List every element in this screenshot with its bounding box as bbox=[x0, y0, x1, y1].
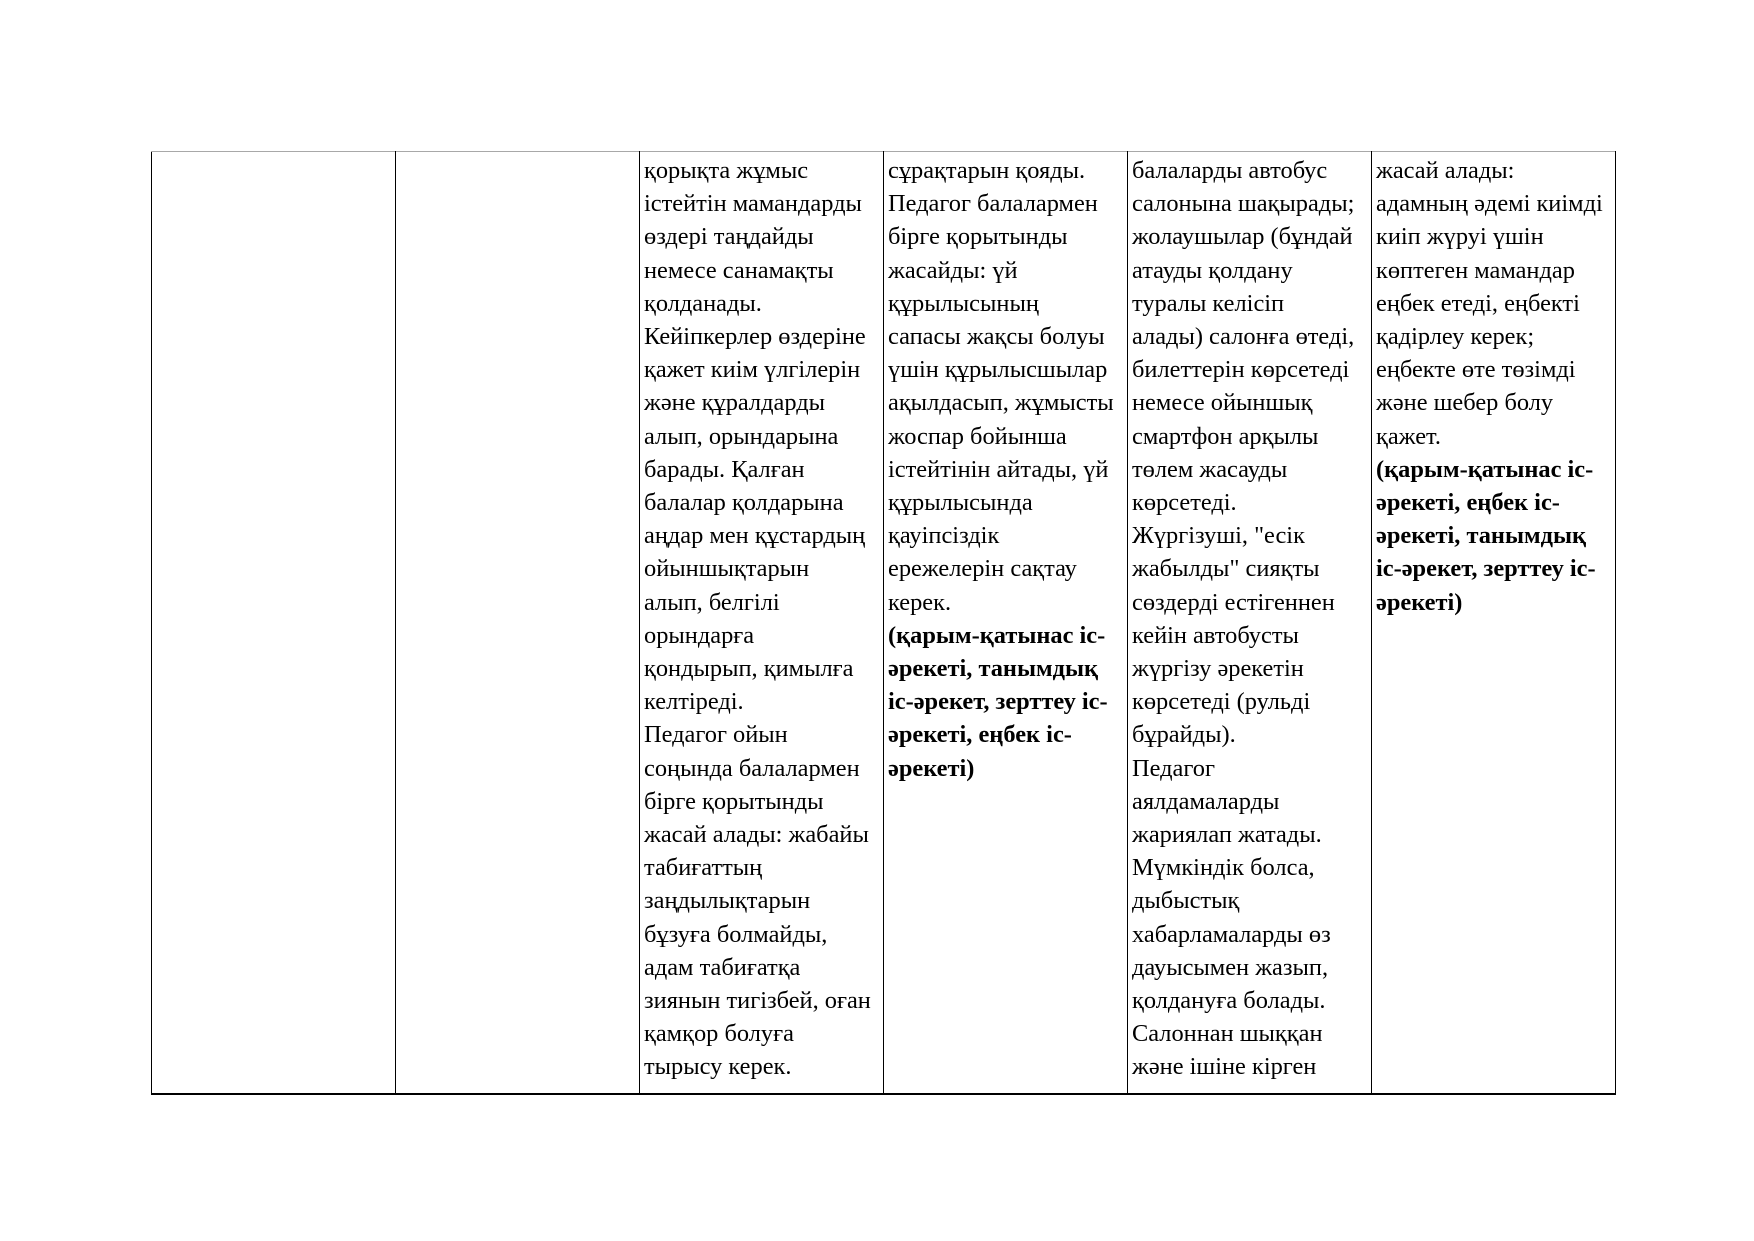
cell-text-line: сұрақтарын қояды. bbox=[888, 157, 1086, 184]
cell-text-line: атауды қолдану bbox=[1132, 256, 1293, 284]
cell-text-line: келтіреді. bbox=[644, 688, 744, 716]
table-cell-col-3 bbox=[640, 152, 884, 1094]
cell-text-line: аңдар мен құстардың bbox=[644, 522, 866, 550]
cell-bold-line: (қарым-қатынас іс- bbox=[888, 621, 1106, 649]
cell-text-line: немесе санамақты bbox=[644, 256, 834, 284]
cell-text-line: бірге қорытынды bbox=[644, 787, 824, 815]
cell-text-line: ойыншықтарын bbox=[644, 555, 810, 583]
cell-text-line: аялдамаларды bbox=[1132, 787, 1280, 815]
cell-bold-line: әрекеті, еңбек іс- bbox=[888, 721, 1072, 749]
cell-text-line: Педагог балалармен bbox=[888, 190, 1098, 218]
cell-text-line: ережелерін сақтау bbox=[888, 555, 1077, 583]
cell-text-line: кейін автобусты bbox=[1132, 621, 1299, 649]
cell-text-line: алады) салонға өтеді, bbox=[1132, 323, 1355, 351]
cell-text-line: адамның әдемі киімді bbox=[1376, 190, 1603, 218]
cell-text-line: қауіпсіздік bbox=[888, 522, 1000, 550]
cell-text-line: табиғаттың bbox=[644, 854, 763, 882]
cell-text-line: дауысымен жазып, bbox=[1132, 953, 1329, 981]
cell-text-line: билеттерін көрсетеді bbox=[1132, 356, 1350, 384]
cell-text-line: көптеген мамандар bbox=[1376, 256, 1575, 284]
cell-text-line: Салоннан шыққан bbox=[1132, 1020, 1323, 1048]
cell-text-line: істейтінін айтады, үй bbox=[888, 455, 1109, 483]
cell-text-line: смартфон арқылы bbox=[1132, 422, 1319, 450]
cell-text-line: көрсетеді. bbox=[1132, 489, 1237, 517]
table-cell-col-4 bbox=[884, 152, 1128, 1094]
cell-text-line: көрсетеді (рульді bbox=[1132, 688, 1311, 716]
cell-text-line: бірге қорытынды bbox=[888, 223, 1068, 251]
cell-text-line: және шебер болу bbox=[1376, 389, 1554, 417]
cell-text-line: бұзуға болмайды, bbox=[644, 920, 828, 948]
cell-bold-line: әрекеті, еңбек іс- bbox=[1376, 489, 1560, 517]
cell-text-line: балаларды автобус bbox=[1132, 157, 1328, 184]
table-cell-col-5 bbox=[1128, 152, 1372, 1094]
cell-text-line: қамқор болуға bbox=[644, 1020, 794, 1048]
table-row bbox=[152, 152, 1616, 1094]
cell-text-line: сөздерді естігеннен bbox=[1132, 588, 1335, 616]
cell-text-line: Педагог bbox=[1132, 754, 1215, 782]
cell-text-line: қолданады. bbox=[644, 289, 762, 317]
cell-text-line: жүргізу әрекетін bbox=[1132, 655, 1304, 683]
cell-text-line: құрылысының bbox=[888, 289, 1039, 317]
cell-text-line: адам табиғатқа bbox=[644, 953, 801, 981]
cell-text-line: құрылысында bbox=[888, 489, 1033, 517]
cell-text-line: туралы келісіп bbox=[1132, 289, 1285, 317]
cell-bold-line: іс-әрекет, зерттеу іс- bbox=[888, 688, 1108, 716]
table-cell-col-2 bbox=[396, 152, 640, 1094]
cell-text-line: жоспар бойынша bbox=[888, 422, 1067, 450]
cell-text-line: алып, орындарына bbox=[644, 422, 839, 450]
cell-text-line: жолаушылар (бұндай bbox=[1132, 223, 1353, 251]
cell-bold-line: (қарым-қатынас іс- bbox=[1376, 455, 1594, 483]
cell-text-line: дыбыстық bbox=[1132, 887, 1240, 915]
cell-text-line: жабылды" сияқты bbox=[1132, 555, 1320, 583]
cell-text-line: Кейіпкерлер өздеріне bbox=[644, 323, 866, 351]
cell-text-line: үшін құрылысшылар bbox=[888, 356, 1108, 384]
cell-text-line: салонына шақырады; bbox=[1132, 190, 1355, 218]
document-table bbox=[151, 151, 1616, 1095]
cell-text-line: қажет киім үлгілерін bbox=[644, 356, 861, 384]
cell-text-line: еңбекте өте төзімді bbox=[1376, 356, 1576, 384]
cell-text-line: ақылдасып, жұмысты bbox=[888, 389, 1114, 417]
cell-text-line: Педагог ойын bbox=[644, 721, 788, 749]
cell-text-line: жасайды: үй bbox=[888, 256, 1018, 284]
cell-text-line: және ішіне кірген bbox=[1132, 1053, 1317, 1081]
cell-text-line: заңдылықтарын bbox=[644, 887, 811, 915]
cell-bold-line: әрекеті) bbox=[1376, 588, 1463, 616]
cell-text-line: жасай алады: bbox=[1376, 157, 1515, 184]
cell-text-line: орындарға bbox=[644, 621, 755, 649]
cell-text-line: бұрайды). bbox=[1132, 721, 1236, 749]
cell-text-line: балалар қолдарына bbox=[644, 489, 844, 517]
cell-bold-line: әрекеті) bbox=[888, 754, 975, 782]
cell-bold-line: іс-әрекет, зерттеу іс- bbox=[1376, 555, 1596, 583]
cell-text-line: қолдануға болады. bbox=[1132, 987, 1326, 1015]
cell-bold-line: әрекеті, танымдық bbox=[1376, 522, 1587, 550]
cell-text-line: зиянын тигізбей, оған bbox=[644, 987, 871, 1015]
cell-text-line: қадірлеу керек; bbox=[1376, 323, 1535, 351]
cell-text-line: немесе ойыншық bbox=[1132, 389, 1313, 417]
cell-text-line: төлем жасауды bbox=[1132, 455, 1288, 483]
cell-text-line: тырысу керек. bbox=[644, 1053, 792, 1081]
cell-text-line: жасай алады: жабайы bbox=[644, 821, 869, 849]
cell-text-line: хабарламаларды өз bbox=[1132, 920, 1331, 948]
table-cell-col-6 bbox=[1372, 152, 1616, 1094]
cell-text-line: сапасы жақсы болуы bbox=[888, 323, 1105, 351]
cell-text-line: өздері таңдайды bbox=[644, 223, 814, 251]
table-cell-col-1 bbox=[152, 152, 396, 1094]
cell-text-line: қорықта жұмыс bbox=[644, 157, 809, 184]
cell-text-line: қажет. bbox=[1376, 422, 1441, 450]
cell-text-line: барады. Қалған bbox=[644, 455, 805, 483]
cell-text-line: Жүргізуші, "есік bbox=[1132, 522, 1305, 550]
cell-text-line: алып, белгілі bbox=[644, 588, 780, 616]
cell-text-line: соңында балалармен bbox=[644, 754, 860, 782]
cell-bold-line: әрекеті, танымдық bbox=[888, 655, 1099, 683]
cell-text-line: Мүмкіндік болса, bbox=[1132, 854, 1315, 882]
cell-text-line: қондырып, қимылға bbox=[644, 655, 854, 683]
cell-text-line: істейтін мамандарды bbox=[644, 190, 862, 218]
cell-text-line: және құралдарды bbox=[644, 389, 826, 417]
cell-text-line: еңбек етеді, еңбекті bbox=[1376, 289, 1580, 317]
cell-text-line: керек. bbox=[888, 588, 952, 616]
cell-text-line: киіп жүруі үшін bbox=[1376, 223, 1544, 251]
cell-text-line: жариялап жатады. bbox=[1132, 821, 1322, 849]
